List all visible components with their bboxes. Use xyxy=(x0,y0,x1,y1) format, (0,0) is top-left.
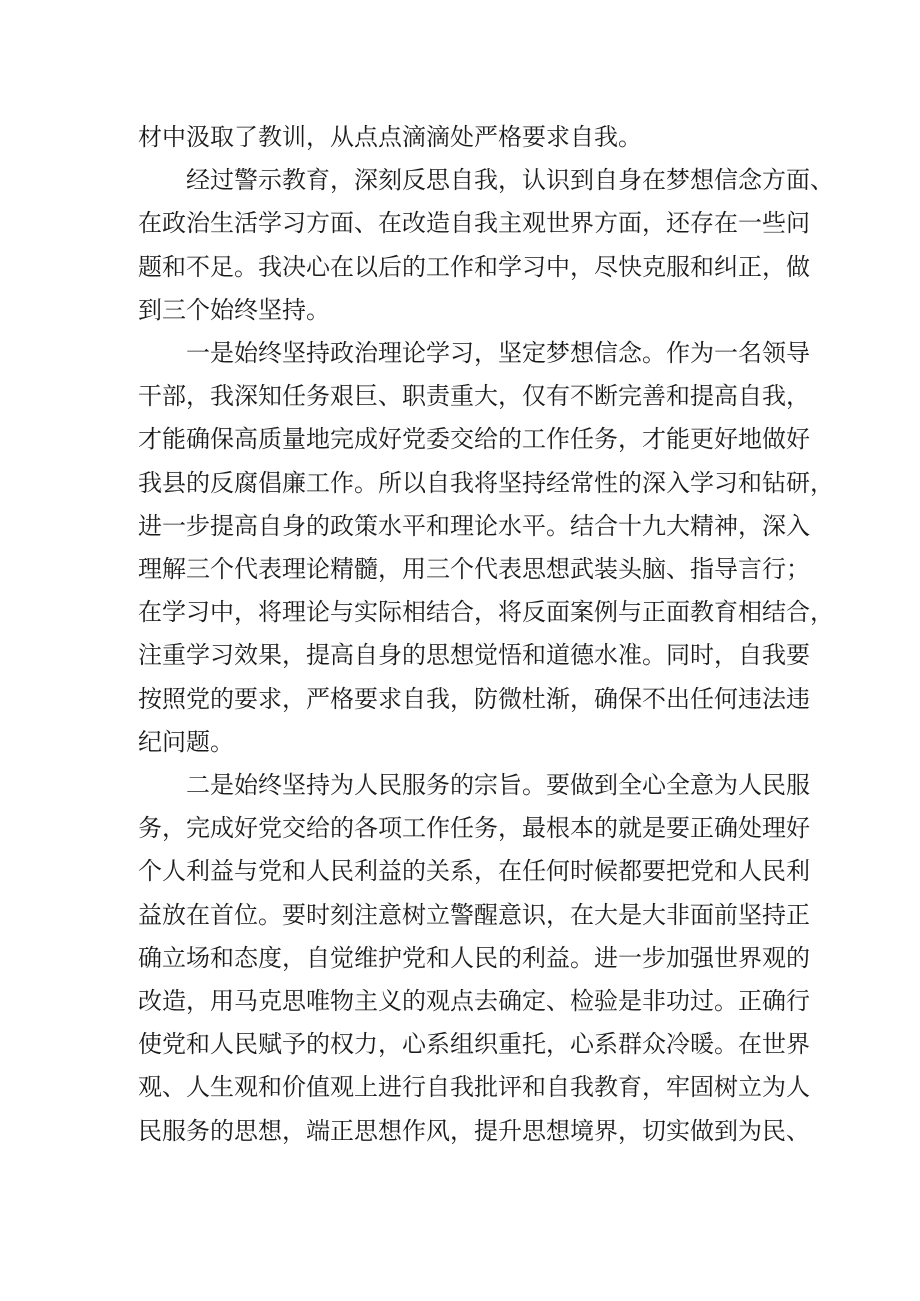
text-line: 一是始终坚持政治理论学习，坚定梦想信念。作为一名领导 xyxy=(186,339,810,367)
text-line: 观、人生观和价值观上进行自我批评和自我教育，牢固树立为人 xyxy=(138,1073,810,1101)
text-line: 经过警示教育，深刻反思自我，认识到自身在梦想信念方面、 xyxy=(186,166,834,194)
text-line: 二是始终坚持为人民服务的宗旨。要做到全心全意为人民服 xyxy=(186,771,810,799)
text-line: 个人利益与党和人民利益的关系，在任何时候都要把党和人民利 xyxy=(138,857,810,885)
text-line: 到三个始终坚持。 xyxy=(138,296,330,324)
text-line: 纪问题。 xyxy=(138,728,234,756)
text-line: 材中汲取了教训，从点点滴滴处严格要求自我。 xyxy=(138,123,642,151)
text-line: 干部，我深知任务艰巨、职责重大，仅有不断完善和提高自我， xyxy=(138,382,810,410)
text-line: 益放在首位。要时刻注意树立警醒意识，在大是大非面前坚持正 xyxy=(138,901,810,929)
text-line: 注重学习效果，提高自身的思想觉悟和道德水准。同时，自我要 xyxy=(138,641,810,669)
text-line: 使党和人民赋予的权力，心系组织重托，心系群众冷暖。在世界 xyxy=(138,1030,810,1058)
text-line: 民服务的思想，端正思想作风，提升思想境界，切实做到为民、 xyxy=(138,1117,810,1145)
text-line: 确立场和态度，自觉维护党和人民的利益。进一步加强世界观的 xyxy=(138,944,810,972)
text-line: 在学习中，将理论与实际相结合，将反面案例与正面教育相结合， xyxy=(138,598,834,626)
text-line: 题和不足。我决心在以后的工作和学习中，尽快克服和纠正，做 xyxy=(138,253,810,281)
text-line: 理解三个代表理论精髓，用三个代表思想武装头脑、指导言行； xyxy=(138,555,810,583)
text-line: 进一步提高自身的政策水平和理论水平。结合十九大精神，深入 xyxy=(138,512,810,540)
text-line: 我县的反腐倡廉工作。所以自我将坚持经常性的深入学习和钻研， xyxy=(138,469,834,497)
text-line: 改造，用马克思唯物主义的观点去确定、检验是非功过。正确行 xyxy=(138,987,810,1015)
text-line: 务，完成好党交给的各项工作任务，最根本的就是要正确处理好 xyxy=(138,814,810,842)
text-line: 按照党的要求，严格要求自我，防微杜渐，确保不出任何违法违 xyxy=(138,685,810,713)
text-line: 才能确保高质量地完成好党委交给的工作任务，才能更好地做好 xyxy=(138,425,810,453)
text-line: 在政治生活学习方面、在改造自我主观世界方面，还存在一些问 xyxy=(138,209,810,237)
